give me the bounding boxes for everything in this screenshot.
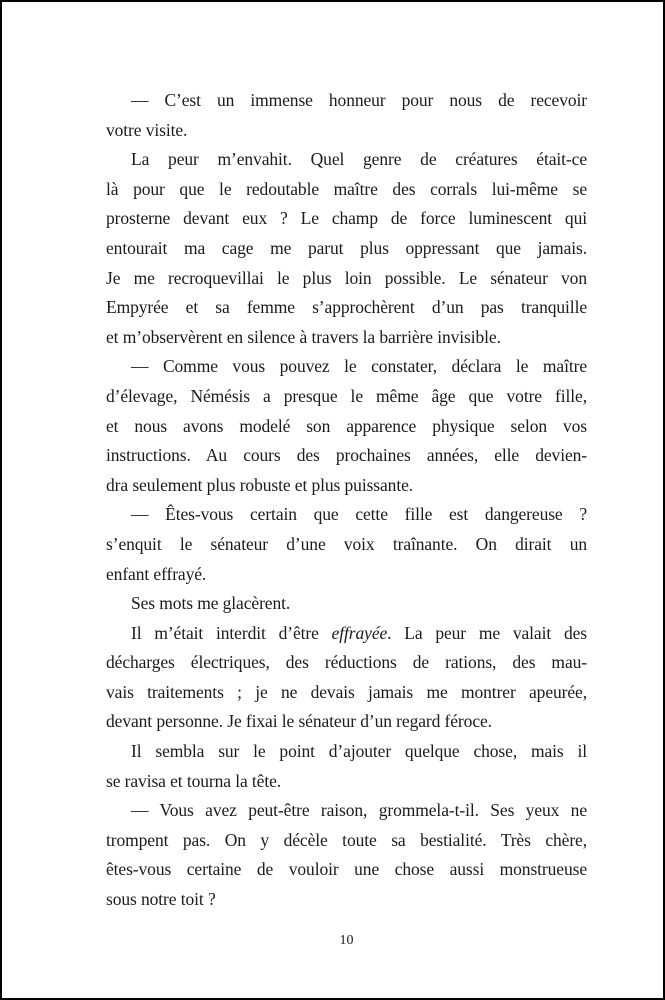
text-line bbox=[106, 116, 587, 146]
text-line bbox=[106, 885, 587, 915]
text-line bbox=[106, 530, 587, 560]
text-line bbox=[106, 796, 587, 826]
text-line bbox=[106, 323, 587, 353]
text-run: vais traitements ; je ne devais jamais me montrer apeurée, bbox=[106, 681, 587, 702]
text-line bbox=[106, 175, 587, 205]
text-line bbox=[106, 619, 587, 649]
text-run: s’enquit le sénateur d’une voix traînante. On dirait un bbox=[106, 533, 587, 554]
text-line bbox=[106, 352, 587, 382]
text-run: devant personne. Je fixai le sénateur d’un regard féroce. bbox=[106, 711, 492, 732]
text-line bbox=[106, 204, 587, 234]
text-run: — Comme vous pouvez le constater, déclara le maître bbox=[131, 356, 587, 377]
paragraph bbox=[106, 145, 587, 352]
text-line bbox=[106, 234, 587, 264]
paragraph bbox=[106, 352, 587, 500]
text-run: Empyrée et sa femme s’approchèrent d’un pas tranquille bbox=[106, 297, 587, 318]
text-run: et m’observèrent en silence à travers la barrière invisible. bbox=[106, 326, 501, 347]
text-line bbox=[106, 412, 587, 442]
paragraph bbox=[106, 500, 587, 589]
page-text bbox=[106, 86, 587, 915]
text-run: d’élevage, Némésis a presque le même âge que votre fille, bbox=[106, 385, 587, 406]
text-line bbox=[106, 86, 587, 116]
text-run: là pour que le redoutable maître des corrals lui-même se bbox=[106, 178, 587, 199]
paragraph bbox=[106, 796, 587, 914]
text-line bbox=[106, 737, 587, 767]
paragraph bbox=[106, 619, 587, 737]
text-run: instructions. Au cours des prochaines années, elle devien- bbox=[106, 445, 587, 466]
text-run: trompent pas. On y décèle toute sa bestialité. Très chère, bbox=[106, 829, 587, 850]
text-run: Il m’était interdit d’être bbox=[131, 622, 332, 643]
text-line bbox=[106, 441, 587, 471]
text-line bbox=[106, 560, 587, 590]
text-line bbox=[106, 293, 587, 323]
text-line bbox=[106, 500, 587, 530]
text-line bbox=[106, 678, 587, 708]
text-line bbox=[106, 264, 587, 294]
text-run: Je me recroquevillai le plus loin possible. Le sénateur von bbox=[106, 267, 587, 288]
text-run: Ses mots me glacèrent. bbox=[131, 593, 291, 614]
text-run: — Vous avez peut-être raison, grommela-t-il. Ses yeux ne bbox=[131, 800, 587, 821]
page-number: 10 bbox=[339, 933, 354, 948]
text-run: . La peur me valait des bbox=[387, 622, 587, 643]
text-run: — C’est un immense honneur pour nous de recevoir bbox=[131, 90, 587, 110]
text-run: prosterne devant eux ? Le champ de force luminescent qui bbox=[106, 208, 587, 229]
paragraph bbox=[106, 589, 587, 619]
text-run: et nous avons modelé son apparence physique selon vos bbox=[106, 415, 587, 436]
text-run: — Êtes-vous certain que cette fille est dangereuse ? bbox=[131, 504, 587, 525]
text-run: décharges électriques, des réductions de rations, des mau- bbox=[106, 652, 587, 673]
text-line bbox=[106, 707, 587, 737]
text-line bbox=[106, 382, 587, 412]
text-run: La peur m’envahit. Quel genre de créatures était-ce bbox=[131, 149, 587, 170]
text-run: entourait ma cage me parut plus oppressant que jamais. bbox=[106, 237, 587, 258]
text-line bbox=[106, 826, 587, 856]
text-line bbox=[106, 589, 587, 619]
italic-run: effrayée bbox=[331, 622, 388, 643]
text-run: enfant effrayé. bbox=[106, 563, 207, 584]
text-run: Il sembla sur le point d’ajouter quelque chose, mais il bbox=[131, 741, 587, 762]
text-line bbox=[106, 855, 587, 885]
text-line bbox=[106, 145, 587, 175]
text-line bbox=[106, 767, 587, 797]
text-run: sous notre toit ? bbox=[106, 889, 216, 910]
text-line bbox=[106, 471, 587, 501]
text-line bbox=[106, 648, 587, 678]
text-run: êtes-vous certaine de vouloir une chose aussi monstrueuse bbox=[106, 859, 587, 880]
text-run: dra seulement plus robuste et plus puissante. bbox=[106, 474, 414, 495]
paragraph bbox=[106, 86, 587, 145]
text-run: se ravisa et tourna la tête. bbox=[106, 770, 282, 791]
text-run: votre visite. bbox=[106, 119, 188, 140]
paragraph bbox=[106, 737, 587, 796]
